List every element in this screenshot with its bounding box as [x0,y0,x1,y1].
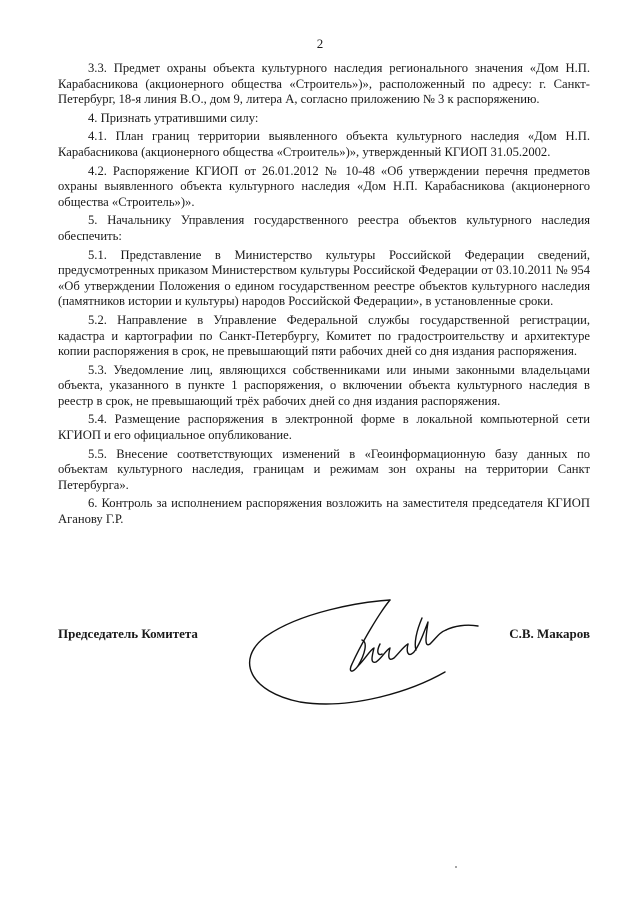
paragraph-4-1: 4.1. План границ территории выявленного объекта культурного наследия «Дом Н.П. Карабасникова (акционерного общества «Строитель»)», утвержденный КГИОП 31.05.2002. [58,129,590,159]
handwritten-signature [240,592,500,712]
paragraph-6: 6. Контроль за исполнением распоряжения возложить на заместителя председателя КГИОП Аганову Г.Р. [58,496,590,527]
paragraph-5-1: 5.1. Представление в Министерство культуры Российской Федерации сведений, предусмотренных приказом Министерством культуры Российской Федерации от 03.10.2011 № 954 «Об утверждении Положения о едином государственном реестре объектов культурного наследия (памятников истории и культуры) народов Российской Федерации», в установленные сроки. [58,247,590,309]
paragraph-5-5: 5.5. Внесение соответствующих изменений в «Геоинформационную базу данных по объектам культурного наследия, границам и режимам зон охраны на территории Санкт Петербурга». [58,446,590,492]
document-body [58,61,590,531]
scan-speck [455,866,457,868]
paragraph-4-2: 4.2. Распоряжение КГИОП от 26.01.2012 № 10-48 «Об утверждении перечня предметов охраны выявленного объекта культурного наследия «Дом Н.П. Карабасникова (акционерного общества «Строитель»)». [58,163,590,209]
page-number: 2 [316,36,324,51]
paragraph-5-4: 5.4. Размещение распоряжения в электронной форме в локальной компьютерной сети КГИОП и его официальное опубликование. [58,412,590,443]
signatory-title: Председатель Комитета [58,626,198,641]
paragraph-4: 4. Признать утратившими силу: [88,110,259,125]
signature-block [58,626,590,646]
paragraph-3-3: 3.3. Предмет охраны объекта культурного наследия регионального значения «Дом Н.П. Карабасникова (акционерного общества «Строитель»)», расположенный по адресу: г. Санкт-Петербург, 18-я линия В.О., дом 9, литера А, согласно приложению № 3 к распоряжению. [58,61,590,107]
paragraph-5-2: 5.2. Направление в Управление Федеральной службы государственной регистрации, кадастра и картографии по Санкт-Петербургу, Комитет по градостроительству и архитектуре копии распоряжения в срок, не превышающий пяти рабочих дней со дня издания распоряжения. [58,312,590,359]
paragraph-5-3: 5.3. Уведомление лиц, являющихся собственниками или иными законными владельцами объекта, указанного в пункте 1 распоряжения, о включении объекта культурного наследия в реестр в срок, не превышающий трёх рабочих дней со дня издания распоряжения. [58,362,590,408]
paragraph-5: 5. Начальнику Управления государственного реестра объектов культурного наследия обеспечить: [58,213,590,243]
signatory-name: С.В. Макаров [509,626,590,641]
